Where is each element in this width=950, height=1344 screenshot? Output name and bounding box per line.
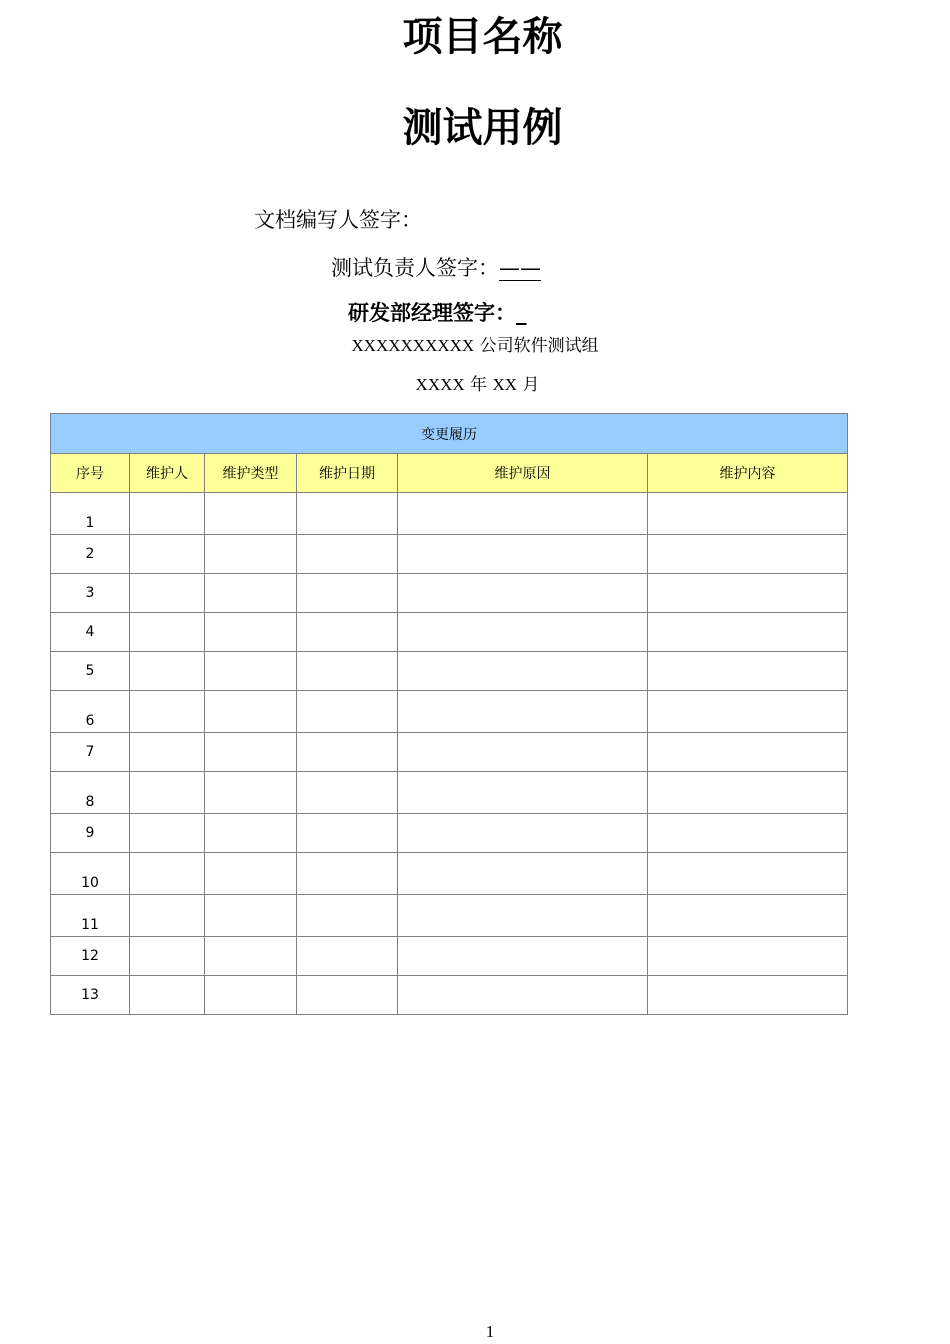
row-seq-cell: 8 — [51, 772, 130, 814]
table-row — [51, 772, 848, 814]
row-empty-cell[interactable] — [205, 574, 297, 613]
column-header-date: 维护日期 — [297, 454, 398, 493]
row-empty-cell[interactable] — [297, 895, 398, 937]
row-empty-cell[interactable] — [648, 853, 848, 895]
row-empty-cell[interactable] — [398, 574, 648, 613]
row-seq-cell: 3 — [51, 574, 130, 613]
row-empty-cell[interactable] — [130, 535, 205, 574]
row-empty-cell[interactable] — [297, 937, 398, 976]
row-empty-cell[interactable] — [130, 733, 205, 772]
document-subtitle: 测试用例 — [402, 105, 563, 151]
table-row — [51, 574, 848, 613]
row-empty-cell[interactable] — [205, 652, 297, 691]
row-empty-cell[interactable] — [398, 976, 648, 1015]
row-empty-cell[interactable] — [398, 814, 648, 853]
row-seq-cell: 12 — [51, 937, 130, 976]
row-seq-cell: 6 — [51, 691, 130, 733]
row-empty-cell[interactable] — [398, 733, 648, 772]
column-header-seq: 序号 — [51, 454, 130, 493]
row-empty-cell[interactable] — [205, 895, 297, 937]
row-empty-cell[interactable] — [648, 733, 848, 772]
table-row — [51, 652, 848, 691]
column-header-type: 维护类型 — [205, 454, 297, 493]
row-empty-cell[interactable] — [648, 535, 848, 574]
table-row — [51, 976, 848, 1015]
row-empty-cell[interactable] — [297, 772, 398, 814]
row-empty-cell[interactable] — [205, 814, 297, 853]
row-empty-cell[interactable] — [130, 937, 205, 976]
row-empty-cell[interactable] — [398, 535, 648, 574]
table-body — [51, 493, 848, 1015]
row-empty-cell[interactable] — [297, 652, 398, 691]
column-header-maintainer: 维护人 — [130, 454, 205, 493]
test-lead-signature-label: 测试负责人签字： — [331, 256, 499, 280]
row-empty-cell[interactable] — [205, 691, 297, 733]
row-seq-cell: 7 — [51, 733, 130, 772]
row-empty-cell[interactable] — [130, 613, 205, 652]
change-history-table — [50, 413, 848, 1015]
row-empty-cell[interactable] — [297, 853, 398, 895]
table-row — [51, 691, 848, 733]
table-row — [51, 937, 848, 976]
table-row — [51, 733, 848, 772]
row-empty-cell[interactable] — [130, 895, 205, 937]
row-empty-cell[interactable] — [297, 493, 398, 535]
row-empty-cell[interactable] — [297, 574, 398, 613]
table-row — [51, 493, 848, 535]
row-seq-cell: 13 — [51, 976, 130, 1015]
test-lead-signature — [331, 254, 541, 282]
writer-signature-label: 文档编写人签字： — [254, 208, 422, 232]
row-empty-cell[interactable] — [205, 976, 297, 1015]
row-empty-cell[interactable] — [297, 814, 398, 853]
row-empty-cell[interactable] — [398, 652, 648, 691]
row-empty-cell[interactable] — [205, 772, 297, 814]
row-empty-cell[interactable] — [205, 733, 297, 772]
row-empty-cell[interactable] — [297, 613, 398, 652]
row-empty-cell[interactable] — [648, 493, 848, 535]
table-caption-row — [51, 414, 848, 454]
document-date — [0, 372, 950, 398]
document-title: 项目名称 — [402, 14, 563, 60]
row-empty-cell[interactable] — [398, 691, 648, 733]
rd-manager-signature-label: 研发部经理签字：_ — [348, 301, 527, 325]
row-empty-cell[interactable] — [130, 814, 205, 853]
table-row — [51, 814, 848, 853]
row-empty-cell[interactable] — [648, 691, 848, 733]
row-seq-cell: 9 — [51, 814, 130, 853]
row-empty-cell[interactable] — [297, 976, 398, 1015]
row-empty-cell[interactable] — [648, 613, 848, 652]
row-empty-cell[interactable] — [398, 895, 648, 937]
row-empty-cell[interactable] — [398, 613, 648, 652]
row-empty-cell[interactable] — [648, 574, 848, 613]
row-empty-cell[interactable] — [648, 937, 848, 976]
row-empty-cell[interactable] — [297, 691, 398, 733]
date-year: XXXX — [415, 375, 465, 394]
company-line — [0, 333, 950, 359]
row-empty-cell[interactable] — [648, 976, 848, 1015]
row-empty-cell[interactable] — [205, 493, 297, 535]
company-placeholder: XXXXXXXXXX — [351, 336, 475, 355]
row-seq-cell: 4 — [51, 613, 130, 652]
row-empty-cell[interactable] — [130, 691, 205, 733]
row-empty-cell[interactable] — [130, 652, 205, 691]
row-empty-cell[interactable] — [130, 772, 205, 814]
date-year-unit: 年 — [470, 375, 488, 395]
row-empty-cell[interactable] — [648, 814, 848, 853]
table-row — [51, 853, 848, 895]
row-empty-cell[interactable] — [205, 853, 297, 895]
row-seq-cell: 2 — [51, 535, 130, 574]
row-empty-cell[interactable] — [205, 535, 297, 574]
row-seq-cell: 10 — [51, 853, 130, 895]
table-row — [51, 613, 848, 652]
row-empty-cell[interactable] — [648, 652, 848, 691]
test-lead-signature-line: —— — [499, 256, 541, 280]
row-empty-cell[interactable] — [205, 613, 297, 652]
row-empty-cell[interactable] — [130, 574, 205, 613]
date-month-unit: 月 — [522, 375, 540, 395]
row-empty-cell[interactable] — [130, 853, 205, 895]
row-seq-cell: 1 — [51, 493, 130, 535]
page-number: 1 — [485, 1322, 495, 1341]
date-month: XX — [492, 375, 518, 394]
row-empty-cell[interactable] — [130, 976, 205, 1015]
row-empty-cell[interactable] — [398, 937, 648, 976]
column-header-content: 维护内容 — [648, 454, 848, 493]
table-header-row — [51, 454, 848, 493]
table-row — [51, 535, 848, 574]
row-empty-cell[interactable] — [648, 772, 848, 814]
row-empty-cell[interactable] — [205, 937, 297, 976]
row-empty-cell[interactable] — [398, 772, 648, 814]
row-seq-cell: 11 — [51, 895, 130, 937]
row-empty-cell[interactable] — [297, 535, 398, 574]
company-name: 公司软件测试组 — [479, 336, 599, 356]
row-empty-cell[interactable] — [398, 493, 648, 535]
table-caption: 变更履历 — [51, 414, 848, 454]
column-header-reason: 维护原因 — [398, 454, 648, 493]
row-empty-cell[interactable] — [648, 895, 848, 937]
row-seq-cell: 5 — [51, 652, 130, 691]
row-empty-cell[interactable] — [130, 493, 205, 535]
row-empty-cell[interactable] — [398, 853, 648, 895]
row-empty-cell[interactable] — [297, 733, 398, 772]
table-row — [51, 895, 848, 937]
